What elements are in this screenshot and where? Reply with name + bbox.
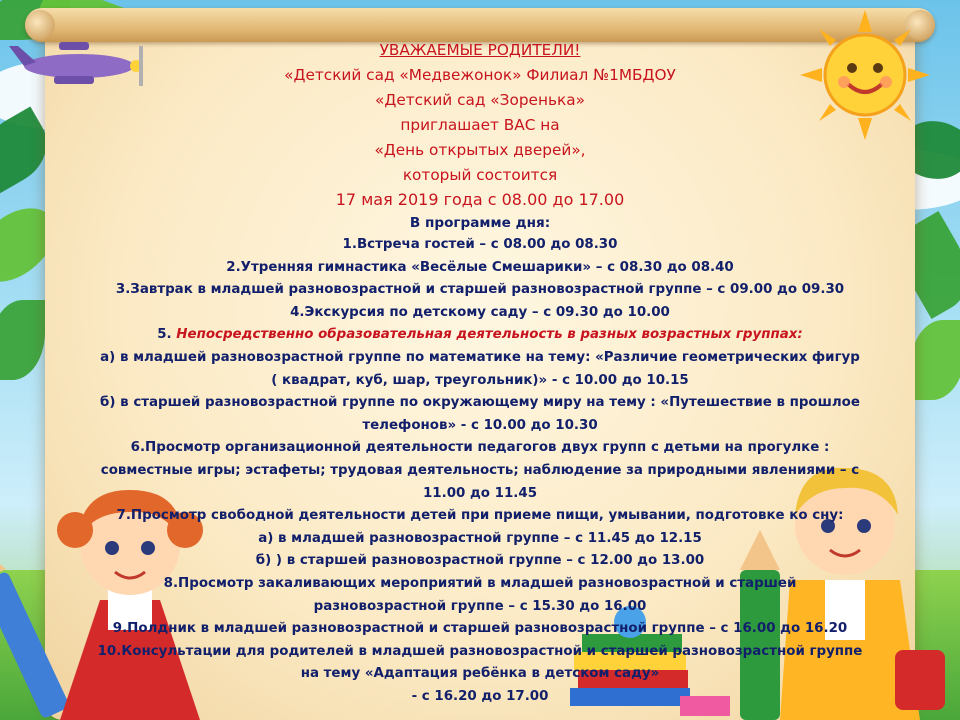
program-item-6: 6.Просмотр организационной деятельности педагогов двух групп с детьми на прогулке : [130,440,830,456]
greeting-heading: УВАЖАЕМЫЕ РОДИТЕЛИ! [379,41,581,59]
program-item-10-time: - с 16.20 до 17.00 [411,688,549,704]
kindergarten-parent-name: «Детский сад «Зоренька» [375,91,585,109]
program-item-8: 8.Просмотр закаливающих мероприятий в младшей разновозрастной и старшей [163,575,797,591]
program-title: В программе дня: [409,215,551,231]
program-item-7: 7.Просмотр свободной деятельности детей при приеме пищи, умывании, подготовке ко сну: [116,508,844,524]
program-item-8-cont: разновозрастной группе – с 15.30 до 16.00 [313,598,647,614]
invite-line: приглашает ВАС на [400,116,560,134]
program-item: 4.Экскурсия по детскому саду – с 09.30 до 10.00 [290,304,670,320]
program-item-10: 10.Консультации для родителей в младшей разновозрастной и старшей разновозрастной группе [97,643,863,659]
program-item-9: 9.Полдник в младшей разновозрастной и старшей разновозрастной группе – с 16.00 до 16.20 [112,621,848,637]
program-item-7a: а) в младшей разновозрастной группе – с 11.45 до 12.15 [258,530,702,546]
program-item-7b: б) ) в старшей разновозрастной группе – с 12.00 до 13.00 [255,553,705,569]
event-date: 17 мая 2019 года с 08.00 до 17.00 [335,190,625,209]
program-item: 2.Утренняя гимнастика «Весёлые Смешарики» – с 08.30 до 08.40 [226,259,734,275]
program-item-10-topic: на тему «Адаптация ребёнка в детском саду» [300,666,660,682]
scroll-rod [25,8,935,42]
program-item-5b-cont: телефонов» - с 10.00 до 10.30 [362,417,598,433]
program-item-5a: а) в младшей разновозрастной группе по математике на тему: «Различие геометрических фигур [100,349,860,365]
kindergarten-name: «Детский сад «Медвежонок» Филиал №1МБДОУ [284,66,676,84]
program-item-5 [60,324,900,347]
event-name: «День открытых дверей», [374,141,586,159]
program-item: 3.Завтрак в младшей разновозрастной и старшей разновозрастной группе – с 09.00 до 09.30 [115,282,845,298]
program-item: 1.Встреча гостей – с 08.00 до 08.30 [342,237,618,252]
program-item-6-time: 11.00 до 11.45 [422,485,538,501]
program-item-5a-cont: ( квадрат, куб, шар, треугольник)» - с 10.00 до 10.15 [271,372,689,388]
program-item-5-text: Непосредственно образовательная деятельность в разных возрастных группах: [176,327,803,343]
program-item-5-number: 5. [157,327,177,343]
invitation-text [60,38,900,708]
event-intro: который состоится [402,166,558,184]
program-item-6-cont: совместные игры; эстафеты; трудовая деятельность; наблюдение за природными явлениями – с [100,462,860,478]
program-item-5b: б) в старшей разновозрастной группе по окружающему миру на тему : «Путешествие в прошлое [100,395,860,411]
